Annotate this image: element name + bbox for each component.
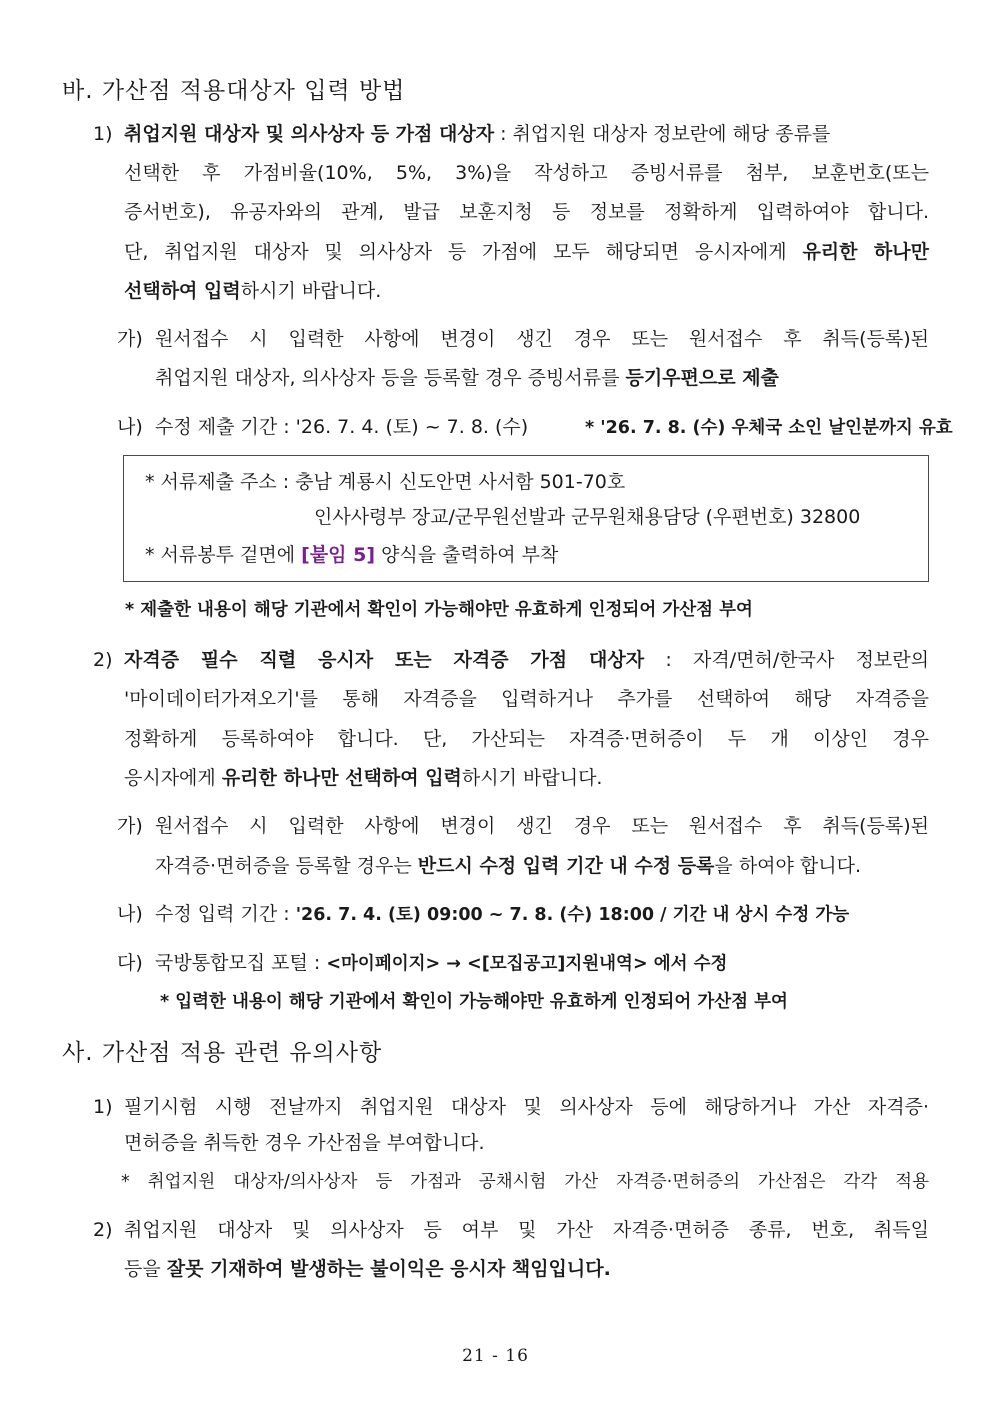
sub-item-ga-2-line-1: 원서접수 시 입력한 사항에 변경이 생긴 경우 또는 원서접수 후 취득(등록)된 — [155, 815, 929, 837]
colon: : — [494, 123, 513, 145]
item-1-line-2: 선택한 후 가점비율(10%, 5%, 3%)을 작성하고 증빙서류를 첨부, 보훈번호(또는 — [124, 162, 929, 184]
sub-item-na-note: * '26. 7. 8. (수) 우체국 소인 날인분까지 유효 — [585, 418, 953, 438]
item-1-line-4 — [124, 240, 929, 264]
item-2-note: * 입력한 내용이 해당 기관에서 확인이 가능해야만 유효하게 인정되어 가산점 부여 — [160, 992, 788, 1012]
item-2-first-line — [124, 648, 929, 672]
sub-item-na-2-period: '26. 7. 4. (토) 09:00 ~ 7. 8. (수) 18:00 / 기간 내 상시 수정 가능 — [295, 905, 850, 925]
sub-item-ga-2-emphasis: 반드시 수정 입력 기간 내 수정 등록 — [417, 855, 715, 877]
sa-item-2-line-1: 취업지원 대상자 및 의사상자 등 여부 및 가산 자격증·면허증 종류, 번호, 취득일 — [124, 1219, 929, 1241]
sa-item-2-line-2 — [124, 1257, 611, 1281]
page-number: 21 - 16 — [462, 1346, 529, 1366]
item-1-emphasis: 유리한 하나만 — [802, 241, 929, 263]
item-1-title: 취업지원 대상자 및 의사상자 등 가점 대상자 — [124, 123, 495, 145]
sub-item-ga-text: 취업지원 대상자, 의사상자 등을 등록할 경우 증빙서류를 — [155, 367, 626, 389]
sa-item-number-1: 1) — [93, 1096, 113, 1118]
sub-item-label-na: 나) — [117, 416, 143, 438]
item-2-title: 자격증 필수 직렬 응시자 또는 자격증 가점 대상자 — [124, 649, 645, 671]
item-2-line-2: '마이데이터가져오기'를 통해 자격증을 입력하거나 추가를 선택하여 해당 자격증을 — [124, 688, 929, 710]
sa-item-1-line-2: 면허증을 취득한 경우 가산점을 부여합니다. — [124, 1132, 485, 1154]
item-number-2: 2) — [93, 649, 113, 671]
sub-item-label-ga-2: 가) — [117, 815, 143, 837]
item-2-text: 자격/면허/한국사 정보란의 — [693, 649, 929, 671]
sub-item-label-na-2: 나) — [117, 903, 143, 925]
item-1-text: 취업지원 대상자 정보란에 해당 종류를 — [512, 123, 831, 145]
address-line-2: 인사사령부 장교/군무원선발과 군무원채용담당 (우편번호) 32800 — [314, 506, 861, 528]
sub-item-na-2-line — [155, 902, 849, 927]
sub-item-label-ga: 가) — [117, 328, 143, 350]
sub-item-ga-line-2 — [155, 366, 779, 390]
sub-item-na-2-text: 수정 입력 기간 : — [155, 903, 296, 925]
address-line-1 — [145, 470, 625, 494]
envelope-instruction — [145, 543, 558, 567]
sub-item-ga-line-1: 원서접수 시 입력한 사항에 변경이 생긴 경우 또는 원서접수 후 취득(등록)된 — [155, 328, 929, 350]
section-heading-sa: 사. 가산점 적용 관련 유의사항 — [62, 1040, 383, 1066]
item-number: 1) — [93, 123, 113, 145]
sub-item-ga-2-text-2: 을 하여야 합니다. — [714, 855, 862, 877]
item-2-line-4 — [124, 766, 602, 790]
item-1-first-line — [124, 122, 830, 146]
sa-item-2-emphasis: 잘못 기재하여 발생하는 불이익은 응시자 책임입니다. — [166, 1258, 611, 1280]
item-2-line-4-text: 응시자에게 — [124, 767, 222, 789]
section-heading-ba: 바. 가산점 적용대상자 입력 방법 — [62, 78, 406, 104]
address-value: 충남 계룡시 신도안면 사서함 501-70호 — [295, 471, 626, 493]
item-1-line-4-text: 단, 취업지원 대상자 및 의사상자 등 가점에 모두 해당되면 응시자에게 — [124, 241, 803, 263]
sub-item-na-text: 수정 제출 기간 : '26. 7. 4. (토) ~ 7. 8. (수) — [155, 416, 529, 438]
item-1-line-5 — [124, 279, 381, 303]
sub-item-da-line — [155, 951, 727, 976]
sa-item-1-note: * 취업지원 대상자/의사상자 등 가점과 공채시험 가산 자격증·면허증의 가산점은 각각 적용 — [121, 1172, 929, 1192]
item-2-line-4-text-2: 하시기 바랍니다. — [461, 767, 603, 789]
sub-item-ga-2-text: 자격증·면허증을 등록할 경우는 — [155, 855, 418, 877]
sub-item-da-path: <마이페이지> → <[모집공고]지원내역> 에서 수정 — [326, 954, 728, 974]
sa-item-number-2: 2) — [93, 1219, 113, 1241]
envelope-text: * 서류봉투 겉면에 — [145, 544, 302, 566]
item-2-emphasis: 유리한 하나만 선택하여 입력 — [221, 767, 462, 789]
colon-2: : — [644, 649, 694, 671]
sub-item-label-da: 다) — [117, 952, 143, 974]
sa-item-2-text: 등을 — [124, 1258, 167, 1280]
envelope-text-2: 양식을 출력하여 부착 — [375, 544, 559, 566]
item-1-emphasis-2: 선택하여 입력 — [124, 280, 241, 302]
item-1-note: * 제출한 내용이 해당 기관에서 확인이 가능해야만 유효하게 인정되어 가산점 부여 — [125, 600, 753, 620]
sub-item-ga-2-line-2 — [155, 854, 861, 878]
item-1-line-5-text: 하시기 바랍니다. — [240, 280, 382, 302]
item-2-line-3: 정확하게 등록하여야 합니다. 단, 가산되는 자격증·면허증이 두 개 이상인 경우 — [124, 728, 929, 750]
sub-item-da-text: 국방통합모집 포털 : — [155, 952, 327, 974]
item-1-line-3: 증서번호), 유공자와의 관계, 발급 보훈지청 등 정보를 정확하게 입력하여야 합니다. — [124, 201, 929, 223]
sub-item-ga-emphasis: 등기우편으로 제출 — [625, 367, 779, 389]
sa-item-1-line-1: 필기시험 시행 전날까지 취업지원 대상자 및 의사상자 등에 해당하거나 가산 자격증· — [124, 1096, 929, 1118]
attachment-reference: [붙임 5] — [301, 544, 376, 566]
address-label: * 서류제출 주소 : — [145, 471, 296, 493]
